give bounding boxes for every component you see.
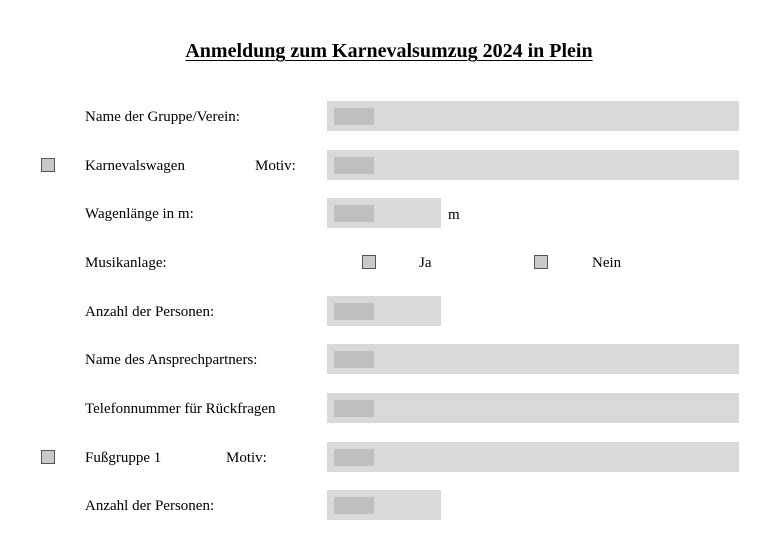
float-length-label: Wagenlänge in m: bbox=[85, 206, 194, 222]
walking-group-motif-field[interactable] bbox=[327, 442, 739, 472]
float-checkbox[interactable] bbox=[41, 158, 55, 172]
phone-field-marker bbox=[334, 400, 374, 417]
contact-name-field-marker bbox=[334, 351, 374, 368]
float-length-field-marker bbox=[334, 205, 374, 222]
float-length-unit: m bbox=[448, 207, 460, 223]
sound-system-yes-checkbox[interactable] bbox=[362, 255, 376, 269]
sound-system-label: Musikanlage: bbox=[85, 255, 167, 271]
persons-1-field-marker bbox=[334, 303, 374, 320]
float-motif-field[interactable] bbox=[327, 150, 739, 180]
float-length-field[interactable] bbox=[327, 198, 441, 228]
walking-group-label: Fußgruppe 1 bbox=[85, 450, 162, 466]
persons-1-field[interactable] bbox=[327, 296, 441, 326]
float-label: Karnevalswagen bbox=[85, 158, 185, 174]
sound-system-no-checkbox[interactable] bbox=[534, 255, 548, 269]
float-motif-field-marker bbox=[334, 157, 374, 174]
persons-2-label: Anzahl der Personen: bbox=[85, 498, 215, 514]
phone-field[interactable] bbox=[327, 393, 739, 423]
group-name-label: Name der Gruppe/Verein: bbox=[85, 109, 240, 125]
persons-2-field[interactable] bbox=[327, 490, 441, 520]
sound-system-yes-label: Ja bbox=[419, 255, 432, 271]
page-title: Anmeldung zum Karnevalsumzug 2024 in Plein bbox=[185, 40, 593, 62]
persons-1-label: Anzahl der Personen: bbox=[85, 304, 215, 320]
sound-system-no-label: Nein bbox=[592, 255, 622, 271]
float-motif-label: Motiv: bbox=[255, 158, 296, 174]
phone-label: Telefonnummer für Rückfragen bbox=[85, 401, 276, 417]
walking-group-motif-label: Motiv: bbox=[226, 450, 267, 466]
group-name-field-marker bbox=[334, 108, 374, 125]
contact-name-field[interactable] bbox=[327, 344, 739, 374]
walking-group-motif-field-marker bbox=[334, 449, 374, 466]
walking-group-checkbox[interactable] bbox=[41, 450, 55, 464]
contact-name-label: Name des Ansprechpartners: bbox=[85, 352, 258, 368]
group-name-field[interactable] bbox=[327, 101, 739, 131]
persons-2-field-marker bbox=[334, 497, 374, 514]
